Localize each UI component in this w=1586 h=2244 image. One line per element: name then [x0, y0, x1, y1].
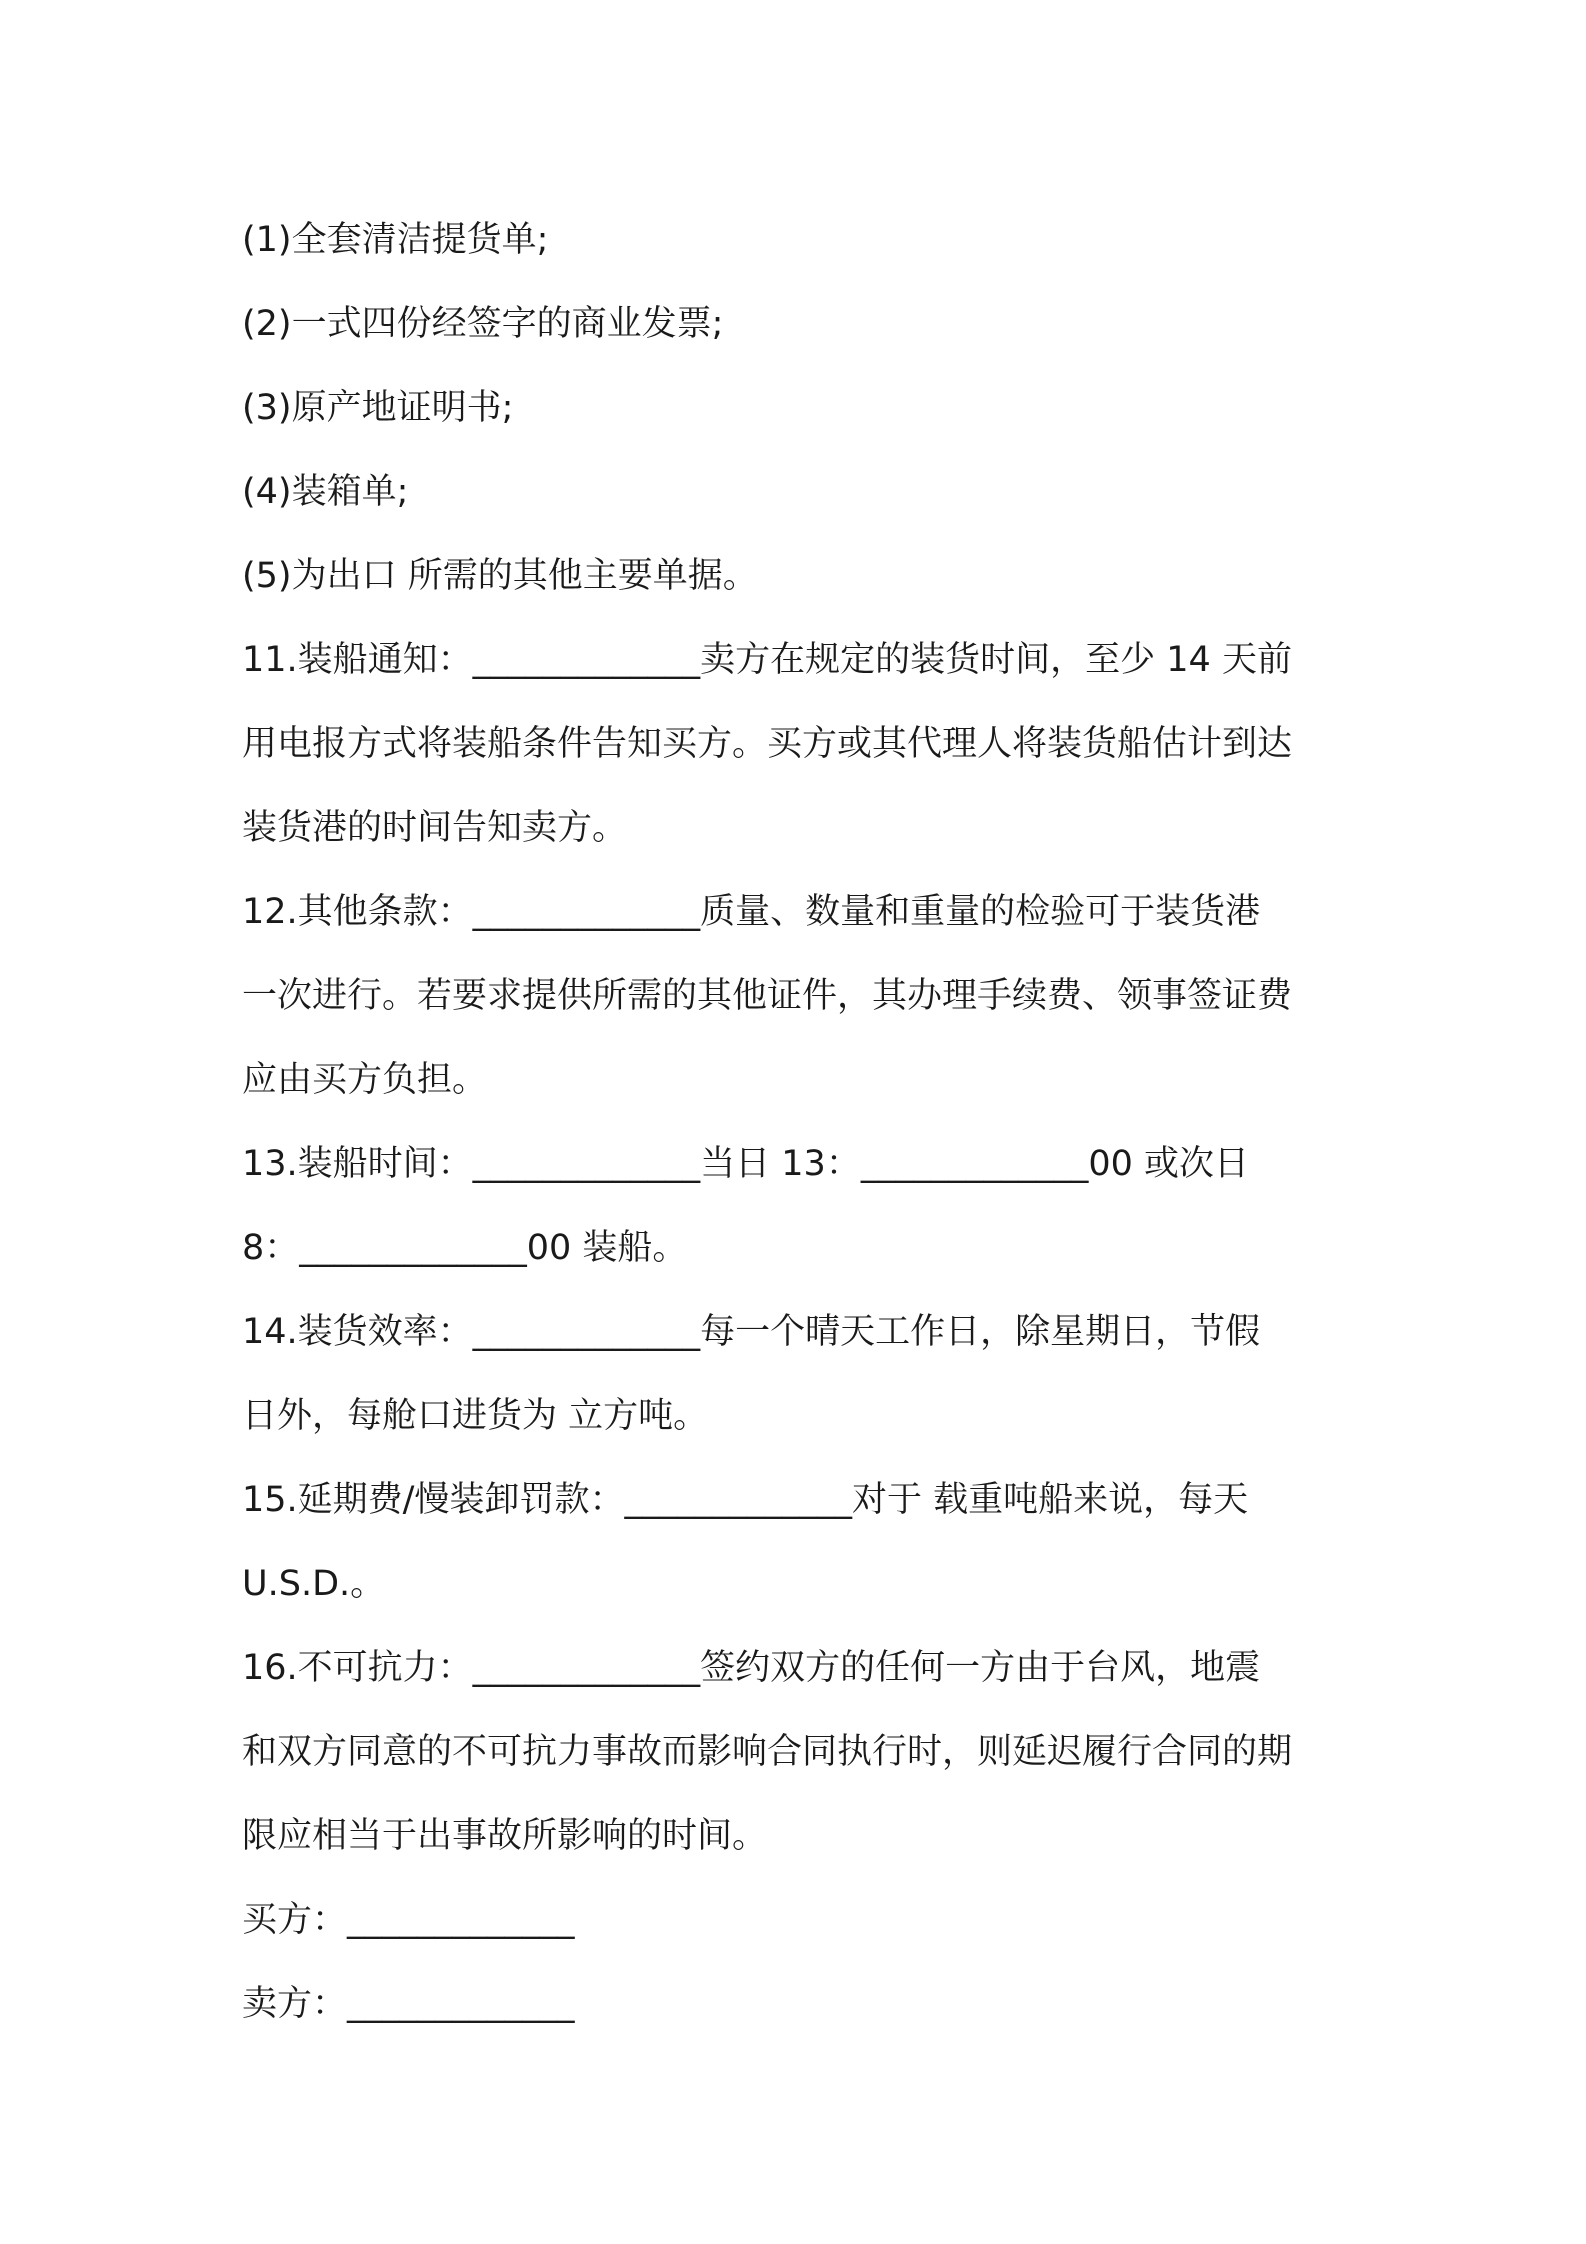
clause-14-line-1: 14.装货效率：_____________每一个晴天工作日，除星期日，节假 — [242, 1312, 1261, 1352]
clause-11-line-2: 用电报方式将装船条件告知买方。买方或其代理人将装货船估计到达 — [242, 724, 1293, 764]
clause-16-line-1: 16.不可抗力：_____________签约双方的任何一方由于台风，地震 — [242, 1648, 1261, 1688]
document-list-item-5: (5)为出口 所需的其他主要单据。 — [242, 556, 758, 596]
clause-12-line-3: 应由买方负担。 — [242, 1060, 488, 1100]
clause-11-line-1: 11.装船通知：_____________卖方在规定的装货时间，至少 14 天前 — [242, 640, 1292, 680]
clause-11-line-3: 装货港的时间告知卖方。 — [242, 808, 628, 848]
seller-signature-line: 卖方：_____________ — [242, 1984, 575, 2024]
clause-15-line-1: 15.延期费/慢装卸罚款：_____________对于 载重吨船来说，每天 — [242, 1480, 1249, 1520]
document-list-item-4: (4)装箱单; — [242, 472, 409, 512]
clause-14-line-2: 日外，每舱口进货为 立方吨。 — [242, 1396, 709, 1436]
clause-16-line-2: 和双方同意的不可抗力事故而影响合同执行时，则延迟履行合同的期 — [242, 1732, 1293, 1772]
contract-text — [242, 198, 1362, 2046]
clause-15-line-2: U.S.D.。 — [242, 1564, 386, 1604]
clause-13-line-2: 8：_____________00 装船。 — [242, 1228, 688, 1268]
clause-13-line-1: 13.装船时间：_____________当日 13：_____________00 或次日 — [242, 1144, 1249, 1184]
clause-12-line-1: 12.其他条款：_____________质量、数量和重量的检验可于装货港 — [242, 892, 1261, 932]
document-list-item-1: (1)全套清洁提货单; — [242, 220, 549, 260]
buyer-signature-line: 买方：_____________ — [242, 1900, 575, 1940]
clause-16-line-3: 限应相当于出事故所影响的时间。 — [242, 1816, 768, 1856]
clause-12-line-2: 一次进行。若要求提供所需的其他证件，其办理手续费、领事签证费 — [242, 976, 1293, 1016]
document-list-item-3: (3)原产地证明书; — [242, 388, 514, 428]
document-list-item-2: (2)一式四份经签字的商业发票; — [242, 304, 724, 344]
